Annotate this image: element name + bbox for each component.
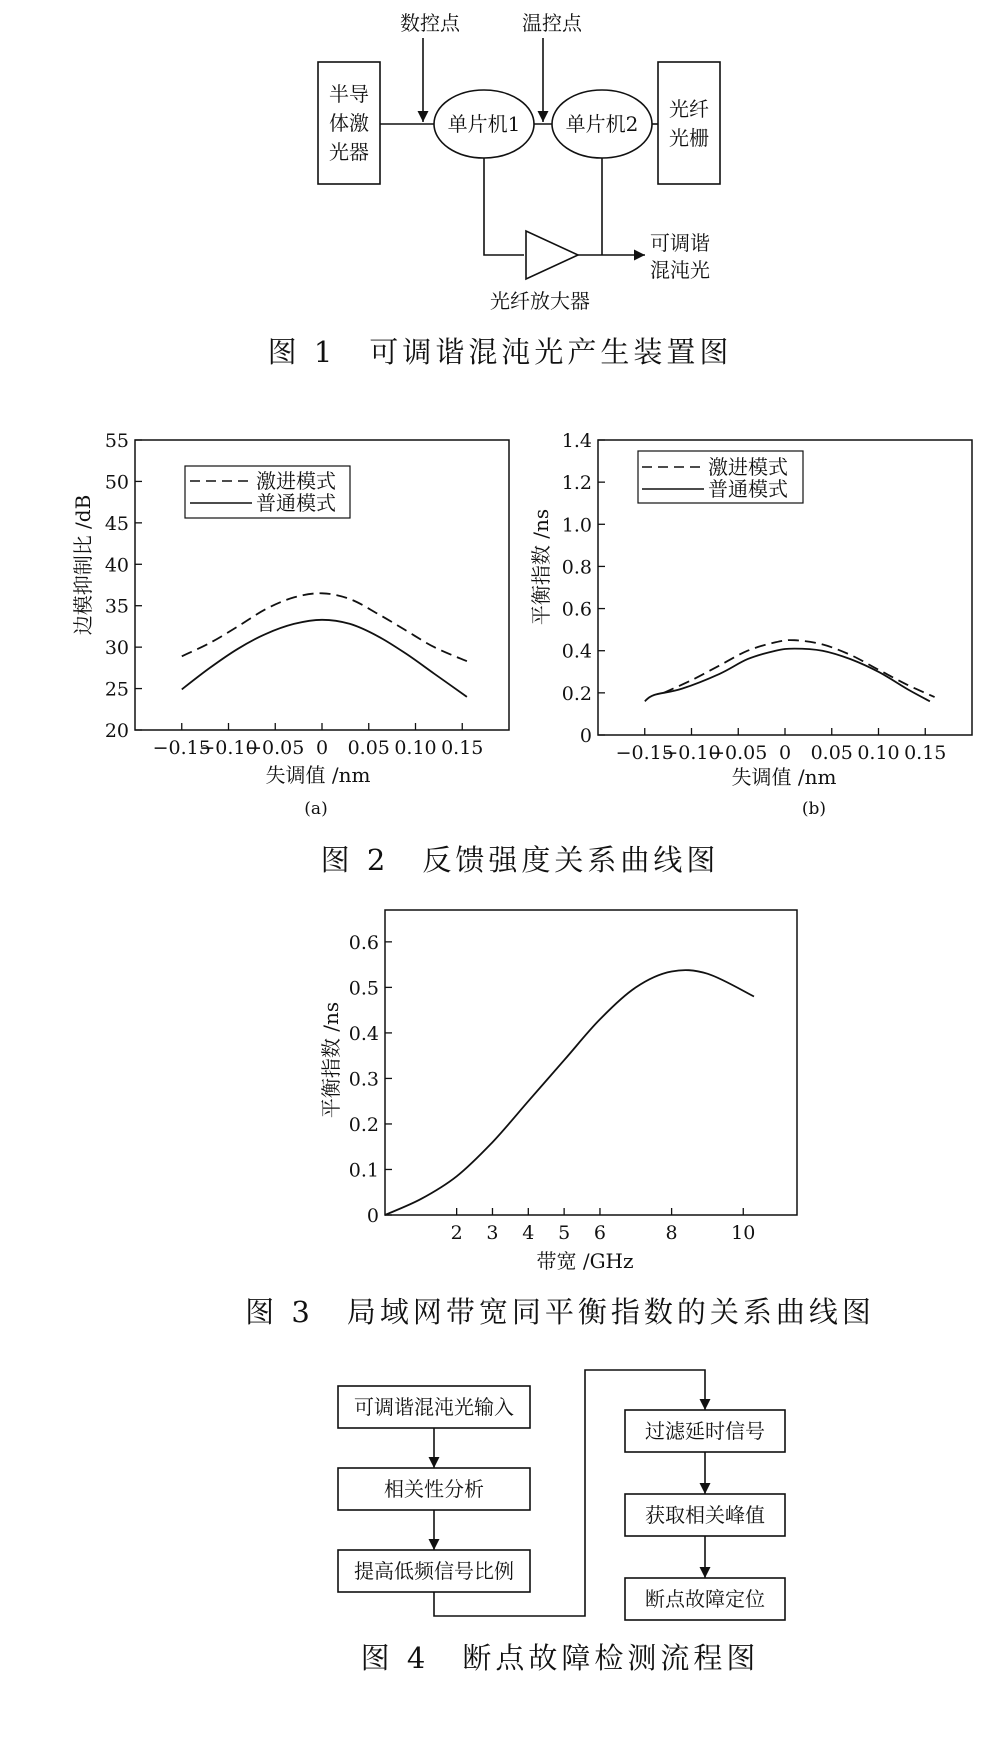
chart-3-ytick-label: 0.4 xyxy=(348,1022,379,1045)
figure-3-caption: 图 3 局域网带宽同平衡指数的关系曲线图 xyxy=(245,1295,875,1329)
chart-2b-ytick-label: 0.4 xyxy=(561,640,592,663)
flow-step-4: 过滤延时信号 xyxy=(645,1419,765,1443)
chart-2a-series-dashed-line xyxy=(182,593,467,661)
chart-2a-xtick-label: −0.15 xyxy=(152,737,211,759)
chart-2b-ytick-label: 1.2 xyxy=(561,472,592,495)
chart-3-xtick-label: 3 xyxy=(486,1222,499,1244)
chart-2b-xtick-label: 0.10 xyxy=(857,742,900,764)
chart-2b-ytick-label: 0.2 xyxy=(561,682,592,705)
flow-step-3: 提高低频信号比例 xyxy=(354,1559,514,1583)
flow-step-6: 断点故障定位 xyxy=(645,1587,765,1611)
flow-step-5: 获取相关峰值 xyxy=(645,1503,765,1527)
chart-2a-ytick-label: 40 xyxy=(104,554,129,577)
chart-2a-ytick-label: 20 xyxy=(104,720,129,742)
chart-3-ytick-label: 0.5 xyxy=(348,977,379,1000)
chart-3-ytick-label: 0.1 xyxy=(348,1159,379,1182)
chart-3-xtick-label: 4 xyxy=(522,1222,535,1244)
chart-3-ylabel: 平衡指数 /ns xyxy=(319,1001,343,1119)
chart-2a-series-solid-line xyxy=(182,620,467,697)
flow-step-2: 相关性分析 xyxy=(384,1477,484,1501)
chart-2a-sublabel: (a) xyxy=(304,799,328,819)
chart-2b-xtick-label: 0.15 xyxy=(904,742,947,764)
laser-label-3: 光器 xyxy=(329,140,369,164)
chart-2b-ytick-label: 0.6 xyxy=(561,598,592,621)
figure-4-caption: 图 4 断点故障检测流程图 xyxy=(360,1641,760,1675)
chart-2a-xtick-label: −0.10 xyxy=(199,737,258,759)
chart-2a-ytick-label: 25 xyxy=(104,678,129,701)
chart-2a-ylabel: 边模抑制比 /dB xyxy=(71,494,95,636)
output-label-1: 可调谐 xyxy=(650,231,710,255)
chart-2a-legend xyxy=(185,466,350,518)
chart-2b-xtick-label: −0.10 xyxy=(662,742,721,764)
amplifier-triangle xyxy=(526,231,578,279)
chart-3-ytick-label: 0.3 xyxy=(348,1068,379,1091)
chart-3 xyxy=(349,910,797,1244)
laser-label-2: 体激 xyxy=(329,111,369,135)
chart-2b-xtick-label: 0.05 xyxy=(810,742,853,764)
figure-2-caption: 图 2 反馈强度关系曲线图 xyxy=(320,843,720,877)
chart-2b-sublabel: (b) xyxy=(801,799,827,819)
chart-3-xlabel: 带宽 /GHz xyxy=(536,1249,634,1273)
chart-2a-ytick-label: 50 xyxy=(104,471,129,494)
chart-3-series-solid-line xyxy=(385,970,754,1215)
chart-2b-legend xyxy=(638,451,803,503)
figure-1-texts xyxy=(329,11,710,313)
chart-2a-xtick-label: 0.10 xyxy=(394,737,437,759)
chart-2b-ytick-label: 1.0 xyxy=(561,514,592,537)
chart-2b-xtick-label: 0 xyxy=(778,742,792,764)
chart-2a-ytick-label: 45 xyxy=(104,512,129,535)
laser-label-1: 半导 xyxy=(329,82,369,106)
chart-3-ytick-label: 0.2 xyxy=(348,1113,379,1136)
chart-3-xtick-label: 8 xyxy=(665,1222,678,1244)
chart-2a-xtick-label: −0.05 xyxy=(246,737,305,759)
chart-3-xtick-label: 10 xyxy=(731,1222,756,1244)
chart-3-ytick-label: 0 xyxy=(366,1205,379,1227)
chart-2b-ytick-label: 0.8 xyxy=(561,556,592,579)
chart-3-xtick-label: 5 xyxy=(558,1222,571,1244)
chart-2b-xlabel: 失调值 /nm xyxy=(731,765,837,789)
chart-2b-ytick-label: 1.4 xyxy=(561,430,592,452)
ctrl-temp-label: 温控点 xyxy=(522,11,582,35)
grating-label-1: 光纤 xyxy=(669,97,709,121)
legend-dashed-label-b: 激进模式 xyxy=(708,455,788,479)
chart-2a-xtick-label: 0 xyxy=(315,737,329,759)
chart-3-xtick-label: 6 xyxy=(593,1222,607,1244)
mcu2-label: 单片机2 xyxy=(565,112,639,136)
ctrl-num-label: 数控点 xyxy=(400,11,460,35)
legend-solid-label-b: 普通模式 xyxy=(708,477,788,501)
chart-2a-xtick-label: 0.05 xyxy=(347,737,390,759)
output-label-2: 混沌光 xyxy=(650,258,710,282)
chart-2a-xtick-label: 0.15 xyxy=(441,737,484,759)
chart-3-xtick-label: 2 xyxy=(450,1222,463,1244)
chart-3-ytick-label: 0.6 xyxy=(348,931,379,954)
chart-2b-xtick-label: −0.05 xyxy=(709,742,768,764)
legend-solid-label-a: 普通模式 xyxy=(256,491,336,515)
grating-label-2: 光栅 xyxy=(669,126,709,150)
chart-2b-xtick-label: −0.15 xyxy=(615,742,674,764)
chart-2b-ylabel: 平衡指数 /ns xyxy=(529,508,553,626)
chart-3-frame xyxy=(385,910,797,1215)
legend-dashed-label-a: 激进模式 xyxy=(256,469,336,493)
chart-2b-ytick-label: 0 xyxy=(579,725,592,747)
mcu1-label: 单片机1 xyxy=(447,112,521,136)
chart-2a-ytick-label: 55 xyxy=(104,430,129,452)
chart-2a-ytick-label: 30 xyxy=(104,637,129,660)
chart-2a-xlabel: 失调值 /nm xyxy=(265,763,371,787)
amplifier-label: 光纤放大器 xyxy=(490,289,590,313)
grating-box xyxy=(658,62,720,184)
flow-step-1: 可调谐混沌光输入 xyxy=(354,1395,514,1419)
chart-2a-ytick-label: 35 xyxy=(104,595,129,618)
figure-1-caption: 图 1 可调谐混沌光产生装置图 xyxy=(267,335,733,369)
